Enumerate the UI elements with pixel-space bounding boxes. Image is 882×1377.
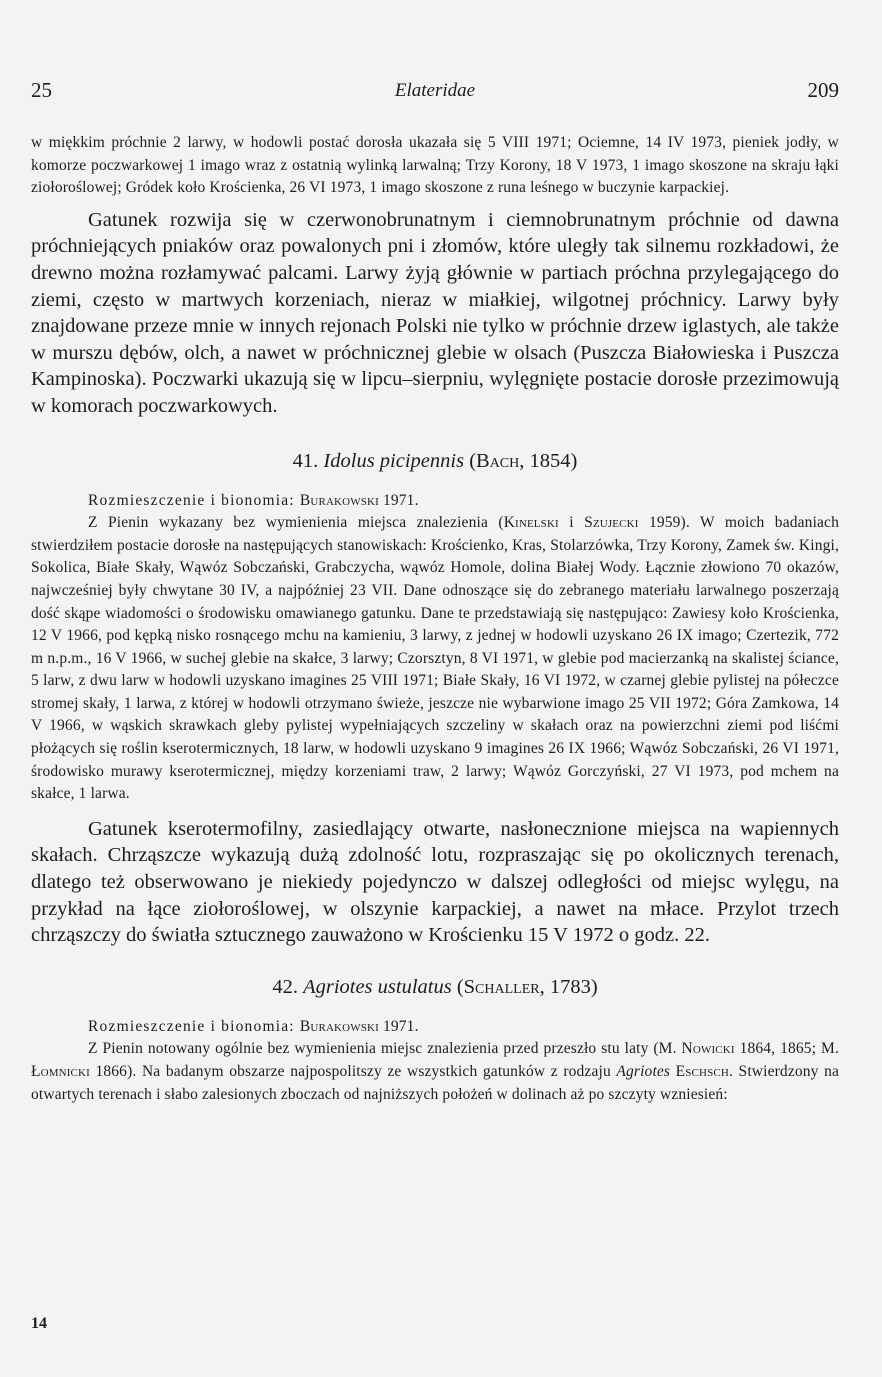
text-run: i <box>558 514 585 532</box>
author-name: Eschsch. <box>675 1063 734 1080</box>
running-header <box>31 78 839 108</box>
paragraph-42-details <box>31 1038 839 1106</box>
species-heading-41 <box>31 450 839 473</box>
distribution-line-42 <box>31 1016 839 1039</box>
species-author: Bach <box>476 449 520 472</box>
header-left-number: 25 <box>31 78 52 102</box>
author-name: Łomnicki <box>31 1063 90 1080</box>
text-run: 1959). W moich badaniach stwierdziłem postacie dorosłe na następujących stanowiskach: Krościenko, Kras, Stolarzówka, Trzy Korony, Zamek św. Kingi, Sokolica, Białe Skały, Wąwóz Sobczański, Grabczycha, wąwóz Homole, dolina Białej Wody. Łącznie złowiono 70 okazów, najwcześniej były chwytane 30 IV, a najpóźniej 23 VII. Dane odnoszące się do zebranego materiału larwalnego poszerzają dość skąpe wiadomości o środowisku omawianego gatunku. Dane te przedstawiają się następująco: Zawiesy koło Krościenka, 12 V 1966, pod kępką nisko rosnącego mchu na kamieniu, 3 larwy, z jednej w hodowli uzyskano 26 IX imago; Czertezik, 772 m n.p.m., 16 V 1966, w suchej glebie na skałce, 3 larwy; Czorsztyn, 8 VI 1971, w glebie pod macierzanką na skalistej ściance, 5 larw, z dwu larw w hodowli uzyskano imagines 25 VIII 1971; Białe Skały, 16 VI 1972, w czarnej glebie pylistej na półeczce stromej skały, 1 larwa, z której w hodowli otrzymano świeże, jeszcze nie wybarwione imago 25 VII 1972; Góra Zamkowa, 14 V 1966, w wąskich skrawkach gleby pylistej wypełniających szczeliny w skałach oraz na powierzchni ziemi pod liśćmi płożących się roślin kserotermicznych, 18 larw, w hodowli uzyskano 9 imagines 26 IX 1966; Wąwóz Sobczański, 26 VI 1971, środowisko murawy kserotermicznej, między korzeniami traw, 2 larwy; Wąwóz Gorczyński, 27 VI 1973, pod mchem na skałce, 1 larwa. <box>31 514 839 803</box>
species-heading-42 <box>31 976 839 999</box>
distribution-label: Rozmieszczenie i bionomia: <box>88 491 300 509</box>
species-author: Schaller <box>463 975 540 998</box>
species-year: , 1783) <box>539 975 598 998</box>
paragraph-41-ecology: Gatunek kserotermofilny, zasiedlający otwarte, nasłonecznione miejsca na wapiennych skałach. Chrząszcze wykazują dużą zdolność lotu, rozpraszając się po okolicznych terenach, dlatego też obserwowano je niekiedy pojedynczo w dalszej odległości od miejsc wylęgu, na przykład na łące ziołoroślowej, w olszynie karpackiej, a nawet na młace. Przylot trzech chrząszczy do światła sztucznego zauważono w Krościenku 15 V 1972 o godz. 22. <box>31 817 839 947</box>
genus-name: Agriotes <box>616 1063 671 1080</box>
distribution-ref-author: Burakowski <box>299 1017 379 1035</box>
distribution-ref-year: 1971. <box>378 491 419 509</box>
text-run: 1866). Na badanym obszarze najpospolitszy ze wszystkich gatunków z rodzaju <box>89 1063 617 1080</box>
species-number: 42. <box>272 975 298 998</box>
paragraph-2: Gatunek rozwija się w czerwonobrunatnym i ciemnobrunatnym próchnie od dawna próchniejących pniaków oraz powalonych pni i złomów, które uległy tak silnemu rozkładowi, że drewno można rozłamywać palcami. Larwy żyją głównie w partiach próchna przylegającego do ziemi, często w martwych korzeniach, nieraz w miałkiej, wilgotnej próchnicy. Larwy były znajdowane przeze mnie w innych rejonach Polski nie tylko w próchnie drzew iglastych, ale także w murszu dębów, olch, a nawet w próchnicznej glebie w olsach (Puszcza Białowieska i Puszcza Kampinoska). Poczwarki ukazują się w lipcu–sierpniu, wylęgnięte postacie dorosłe przezimowują w komorach poczwarkowych. <box>31 208 839 417</box>
footer-number: 14 <box>31 1315 47 1332</box>
text-run: Z Pienin notowany ogólnie bez wymienienia miejsc znalezienia przed przeszło stu laty (M. <box>88 1040 682 1058</box>
species-year: , 1854) <box>519 449 578 472</box>
paragraph-1: w miękkim próchnie 2 larwy, w hodowli postać dorosła ukazała się 5 VIII 1971; Ociemne, 14 IV 1973, pieniek jodły, w komorze poczwarkowej 1 imago wraz z ostatnią wylinką larwalną; Trzy Korony, 18 V 1973, 1 imago skoszone na skraju łąki ziołoroślowej; Gródek koło Krościenka, 26 VI 1973, 1 imago skoszone z runa leśnego w buczynie karpackiej. <box>31 134 839 197</box>
species-number: 41. <box>292 449 319 472</box>
species-name: Idolus picipennis <box>323 449 465 472</box>
text-body <box>31 132 839 1106</box>
text-run: Stwierdzony na otwartych terenach i słabo zalesionych zboczach od najniższych położeń w dolinach aż po szczyty wzniesień: <box>31 1063 840 1103</box>
author-name: Kinelski <box>503 514 559 532</box>
distribution-ref-year: 1971. <box>378 1017 419 1035</box>
author-name: Szujecki <box>584 514 639 532</box>
distribution-ref-author: Burakowski <box>299 491 379 509</box>
distribution-label: Rozmieszczenie i bionomia: <box>88 1017 300 1035</box>
species-open-paren: ( <box>469 449 477 472</box>
text-run: Z Pienin wykazany bez wymienienia miejsca znalezienia ( <box>88 514 504 532</box>
species-name: Agriotes ustulatus <box>303 975 452 998</box>
page-number: 209 <box>807 78 839 102</box>
species-open-paren: ( <box>456 975 464 998</box>
distribution-line-41 <box>31 490 839 513</box>
text-run: 1864, 1865; M. <box>734 1040 839 1058</box>
header-title: Elateridae <box>394 80 476 101</box>
author-name: Nowicki <box>681 1040 735 1058</box>
paragraph-41-details <box>31 512 839 806</box>
